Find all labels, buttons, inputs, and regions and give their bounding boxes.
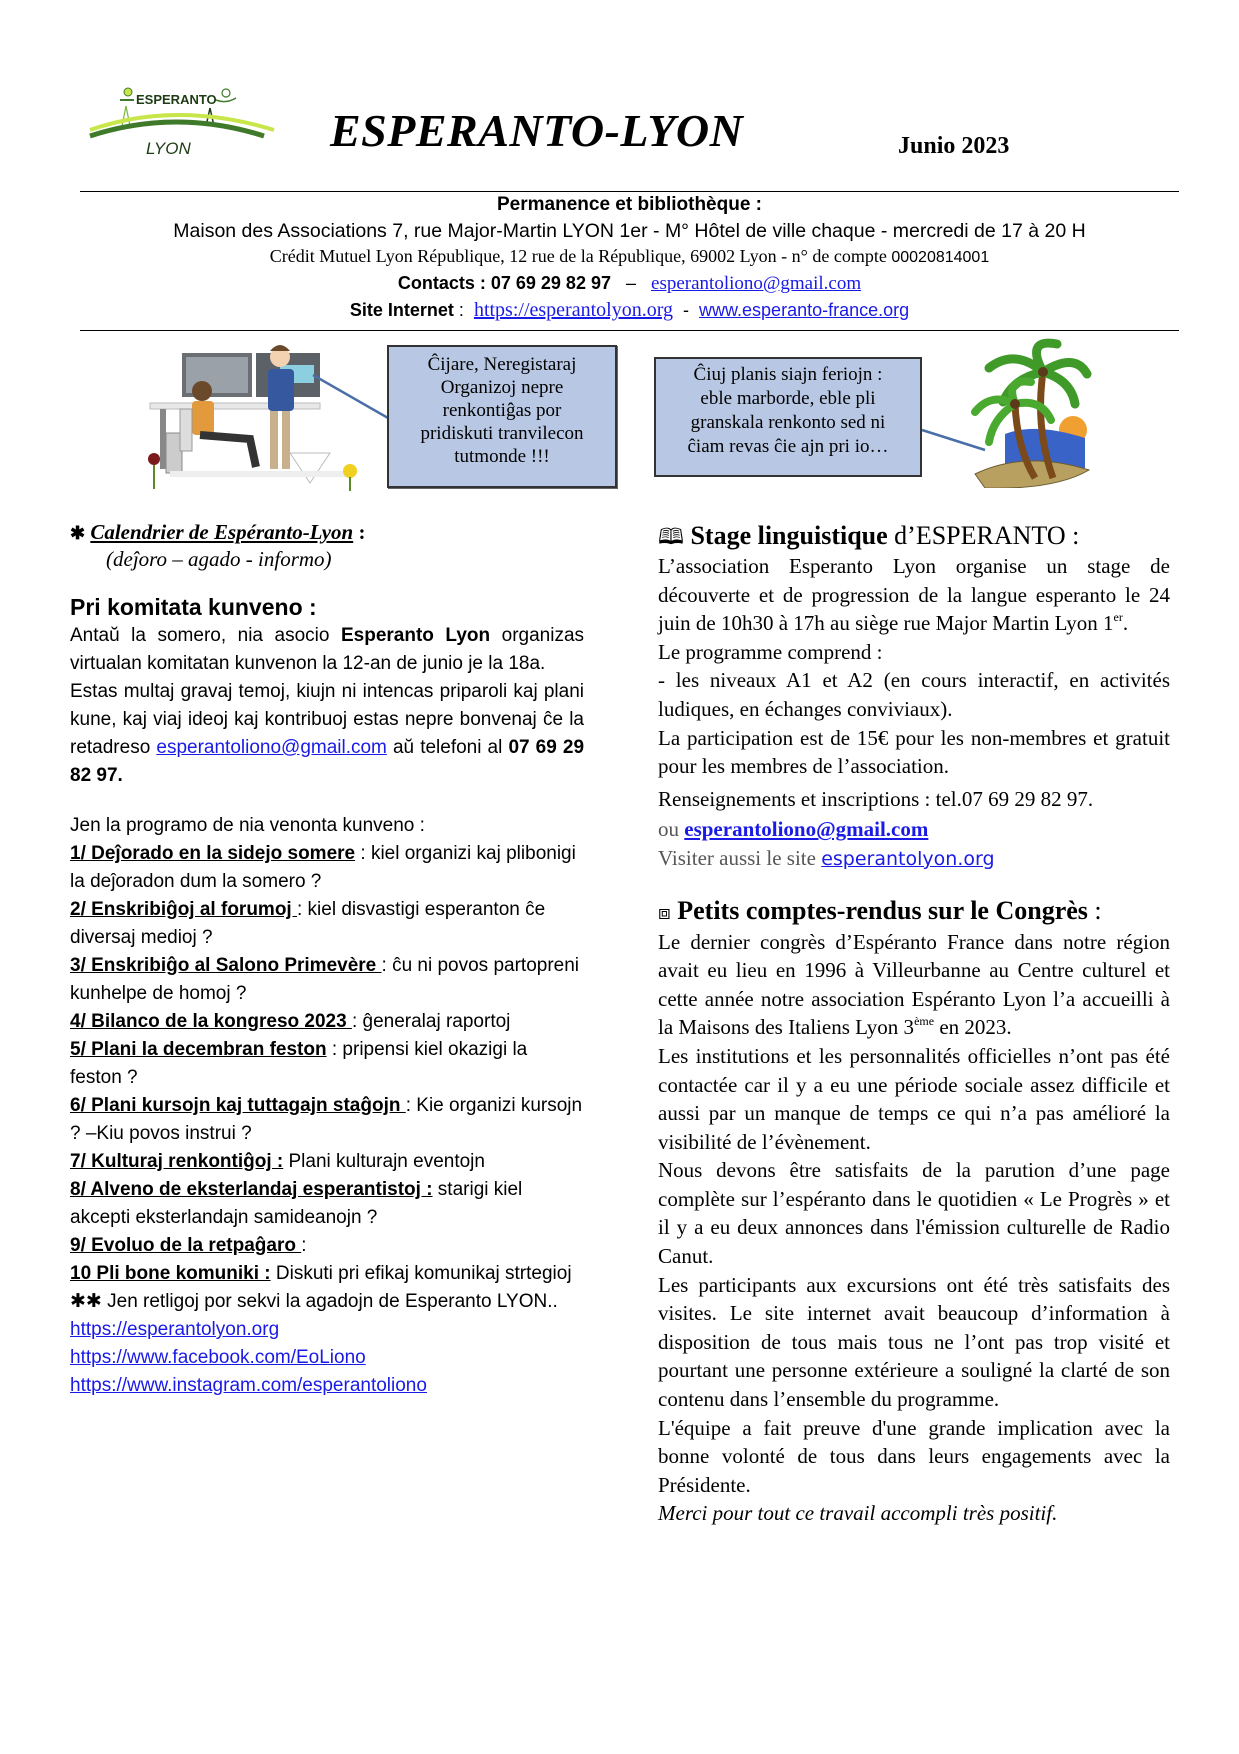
bubble1-line: Organizoj nepre: [440, 377, 564, 398]
item-title: 9/ Evoluo de la retpaĝaro: [70, 1235, 302, 1256]
bubble2-line: eble marborde, eble pli: [700, 388, 876, 409]
asterisk-icon: ✱: [70, 523, 86, 543]
stage-title-rest: d’ESPERANTO :: [887, 521, 1080, 550]
stage-text: L’association Esperanto Lyon organise un stage de découverte et de progression de la langue esperanto le 24 juin de 10h30 à 17h au siège rue Major Martin Lyon 1: [658, 554, 1170, 636]
right-column: [658, 521, 1170, 1528]
program-intro: Jen la programo de nia venonta kunveno :: [70, 815, 425, 836]
program-item-5: [70, 1036, 584, 1092]
program-item-10: [70, 1260, 584, 1288]
congress-paragraph-4: Les participants aux excursions ont été très satisfaits des visites. Le site internet avait beaucoup d’information à disposition de tous mais tous ne l’ont pas trop visité et pourtant une personne extérieure a souligné la clarté de son contenu dans l’ensemble du programme.: [658, 1272, 1170, 1412]
links-intro: [70, 1288, 584, 1316]
logo-top-text: ESPERANTO: [136, 92, 217, 107]
calendar-subtitle: (deĵoro – agado - informo): [106, 547, 332, 571]
calendar-colon: :: [358, 520, 366, 544]
bubble1-line: renkontiĝas por: [442, 400, 562, 421]
item-text: : kiel disvastigi esperanton ĉe diversaj medioj ?: [70, 899, 546, 948]
visit-text: Visiter aussi le site: [658, 845, 816, 870]
links-intro-text: Jen retligoj por sekvi la agadojn de Esperanto LYON..: [107, 1291, 558, 1312]
superscript: er: [1113, 610, 1123, 625]
calendar-title: Calendrier de Espéranto-Lyon: [90, 520, 354, 544]
intro-email-link[interactable]: esperantoliono@gmail.com: [156, 737, 387, 758]
item-text: starigi kiel akcepti eksterlandajn samideanojn ?: [70, 1179, 523, 1228]
address-line: Maison des Associations 7, rue Major-Martin LYON 1er - M° Hôtel de ville chaque - mercredi de 17 à 20 H: [173, 220, 1086, 242]
congress-thanks: Merci pour tout ce travail accompli très positif.: [658, 1501, 1058, 1526]
congress-paragraph-2: Les institutions et les personnalités officielles n’ont pas été contactée car il y a eu une période sociale assez difficile et aussi par un manque de temps ce qui n’a pas amélioré la visibilité de l’évènement.: [658, 1043, 1170, 1154]
item-title: 5/ Plani la decembran feston: [70, 1039, 327, 1060]
item-text: : ĉu ni povos partopreni kunhelpe de homoj ?: [70, 955, 580, 1004]
stage-paragraph-3: - les niveaux A1 et A2 (en cours interactif, en activités ludiques, en échanges conviviaux).: [658, 668, 1170, 721]
association-name: Esperanto Lyon: [340, 625, 491, 646]
stage-email-link[interactable]: esperantoliono@gmail.com: [684, 817, 929, 842]
congress-text: en 2023.: [934, 1015, 1012, 1040]
contacts-separator: –: [626, 273, 637, 293]
item-title: 10 Pli bone komuniki :: [70, 1263, 271, 1284]
stage-paragraph-5: Renseignements et inscriptions : tel.07 69 29 82 97.: [658, 786, 1094, 811]
item-text: : ĝeneralaj raportoj: [351, 1011, 511, 1032]
item-text: Diskuti pri efikaj komunikaj strtegioj: [270, 1263, 572, 1284]
link-instagram[interactable]: https://www.instagram.com/esperantoliono: [70, 1375, 427, 1396]
stage-email-line: [658, 815, 1170, 844]
congress-paragraph-3: Nous devons être satisfaits de la parution d’une page complète sur l’espéranto dans le quotidien « Le Progrès » et il y a eu deux annonces dans l'émission culturelle de Radio Canut.: [658, 1158, 1170, 1269]
speech-bubble-1: [387, 345, 617, 488]
stage-text: .: [1122, 611, 1129, 636]
website-line: [80, 297, 1179, 324]
issue-date: Junio 2023: [898, 133, 1010, 159]
congress-heading: [658, 896, 1170, 928]
site-label: Site Internet: [349, 300, 454, 320]
item-title: 8/ Alveno de eksterlandaj esperantistoj :: [70, 1179, 433, 1200]
stage-heading: [658, 521, 1170, 552]
program-item-6: [70, 1092, 584, 1148]
intro-paragraph-2: [70, 678, 584, 790]
contact-email-link[interactable]: esperantoliono@gmail.com: [651, 273, 862, 294]
link-esperantolyon[interactable]: https://esperantolyon.org: [70, 1319, 280, 1340]
program-item-3: [70, 952, 584, 1008]
book-icon: 🕮: [658, 524, 684, 549]
congress-colon: :: [1087, 895, 1102, 925]
stage-site-link[interactable]: esperantolyon.org: [821, 847, 995, 870]
bank-text: Crédit Mutuel Lyon République, 12 rue de la République, 69002 Lyon - n° de compte: [269, 246, 887, 266]
header-bottom-divider: [80, 330, 1179, 331]
stage-paragraph-4: La participation est de 15€ pour les non-membres et gratuit pour les membres de l’association.: [658, 725, 1170, 779]
program-item-9: [70, 1232, 584, 1260]
intro-phone: 07 69 29 82 97.: [70, 737, 585, 786]
contact-info-block: [80, 192, 1179, 324]
superscript: ème: [914, 1014, 935, 1029]
or-text: ou: [658, 817, 679, 842]
site-link-esperantolyon[interactable]: https://esperantolyon.org: [473, 299, 673, 321]
bubble2-line: ĉiam revas ĉie ajn pri io…: [687, 436, 889, 457]
item-title: 4/ Bilanco de la kongreso 2023: [70, 1011, 352, 1032]
bubble1-line: Ĉijare, Neregistaraj: [427, 354, 577, 375]
intro-text: aŭ telefoni al: [392, 737, 503, 758]
contacts-line: [80, 270, 1179, 297]
bubble1-line: tutmonde !!!: [454, 446, 550, 467]
site-colon: :: [458, 300, 464, 320]
committee-meeting-heading: Pri komitata kunveno :: [70, 594, 317, 620]
congress-title: Petits comptes-rendus sur le Congrès: [677, 895, 1088, 925]
bubble2-line: Ĉiuj planis siajn feriojn :: [693, 364, 883, 385]
left-column: [70, 520, 584, 1400]
item-text: :: [301, 1235, 307, 1256]
program-item-1: [70, 840, 584, 896]
item-text: : kiel organizi kaj plibonigi la deĵoradon dum la somero ?: [70, 843, 576, 892]
intro-paragraph-1: [70, 622, 584, 678]
site-separator: -: [683, 300, 690, 320]
program-item-8: [70, 1176, 584, 1232]
speech-bubble-2: [654, 357, 922, 477]
stage-paragraph-2: Le programme comprend :: [658, 639, 883, 664]
program-item-7: [70, 1148, 584, 1176]
office-illustration: [140, 343, 380, 493]
bubble2-line: granskala renkonto sed ni: [690, 412, 886, 433]
program-item-2: [70, 896, 584, 952]
esperanto-lyon-logo: [86, 86, 282, 158]
logo-bottom-text: LYON: [146, 139, 191, 158]
item-title: 7/ Kulturaj renkontiĝoj :: [70, 1151, 284, 1172]
stage-visit-line: [658, 844, 1170, 874]
item-title: 6/ Plani kursojn kaj tuttagajn staĝojn: [70, 1095, 406, 1116]
intro-text: organizas virtualan komitatan kunvenon la 12-an de junio je la 18a.: [70, 625, 585, 674]
congress-paragraph-1: [658, 928, 1170, 1042]
account-number: 00020814001: [891, 249, 990, 266]
site-link-esperanto-france[interactable]: www.esperanto-france.org: [699, 300, 910, 320]
stage-paragraph-1: [658, 552, 1170, 638]
double-asterisk-icon: ✱✱: [70, 1291, 102, 1312]
item-text: : pripensi kiel okazigi la feston ?: [70, 1039, 528, 1088]
bubble1-line: pridiskuti tranvilecon: [420, 423, 584, 444]
stage-title-bold: Stage linguistique: [690, 521, 888, 550]
intro-text: Antaŭ la somero, nia asocio: [70, 625, 330, 646]
square-frame-icon: ⧈: [658, 901, 671, 924]
calendar-heading: [70, 520, 584, 546]
intro-text: Estas multaj gravaj temoj, kiujn ni intencas priparoli kaj plani kune, kaj viaj ideoj kaj kontribuoj estas nepre bonvenaj ĉe la retadreso: [70, 681, 584, 758]
congress-paragraph-5: L'équipe a fait preuve d'une grande implication avec la bonne volonté de tous dans leurs engagements avec la Présidente.: [658, 1415, 1170, 1497]
palm-island-illustration: [965, 338, 1095, 488]
bank-line: [80, 244, 1179, 270]
item-title: 1/ Deĵorado en la sidejo somere: [70, 843, 356, 864]
program-item-4: [70, 1008, 584, 1036]
congress-text: Le dernier congrès d’Espéranto France dans notre région avait eu lieu en 1996 à Villeurbanne au Centre culturel et cette année notre association Espéranto Lyon l’a accueilli à la Maisons des Italiens Lyon 3: [658, 929, 1170, 1040]
item-title: 2/ Enskribiĝoj al forumoj: [70, 899, 297, 920]
newsletter-title: ESPERANTO-LYON: [330, 105, 744, 156]
permanence-heading: Permanence et bibliothèque :: [497, 194, 762, 215]
item-title: 3/ Enskribiĝo al Salono Primevère: [70, 955, 382, 976]
contacts-phone: Contacts : 07 69 29 82 97: [397, 273, 611, 293]
item-text: : Kie organizi kursojn ? –Kiu povos instrui ?: [70, 1095, 583, 1144]
link-facebook[interactable]: https://www.facebook.com/EoLiono: [70, 1347, 366, 1368]
item-text: Plani kulturajn eventojn: [283, 1151, 485, 1172]
